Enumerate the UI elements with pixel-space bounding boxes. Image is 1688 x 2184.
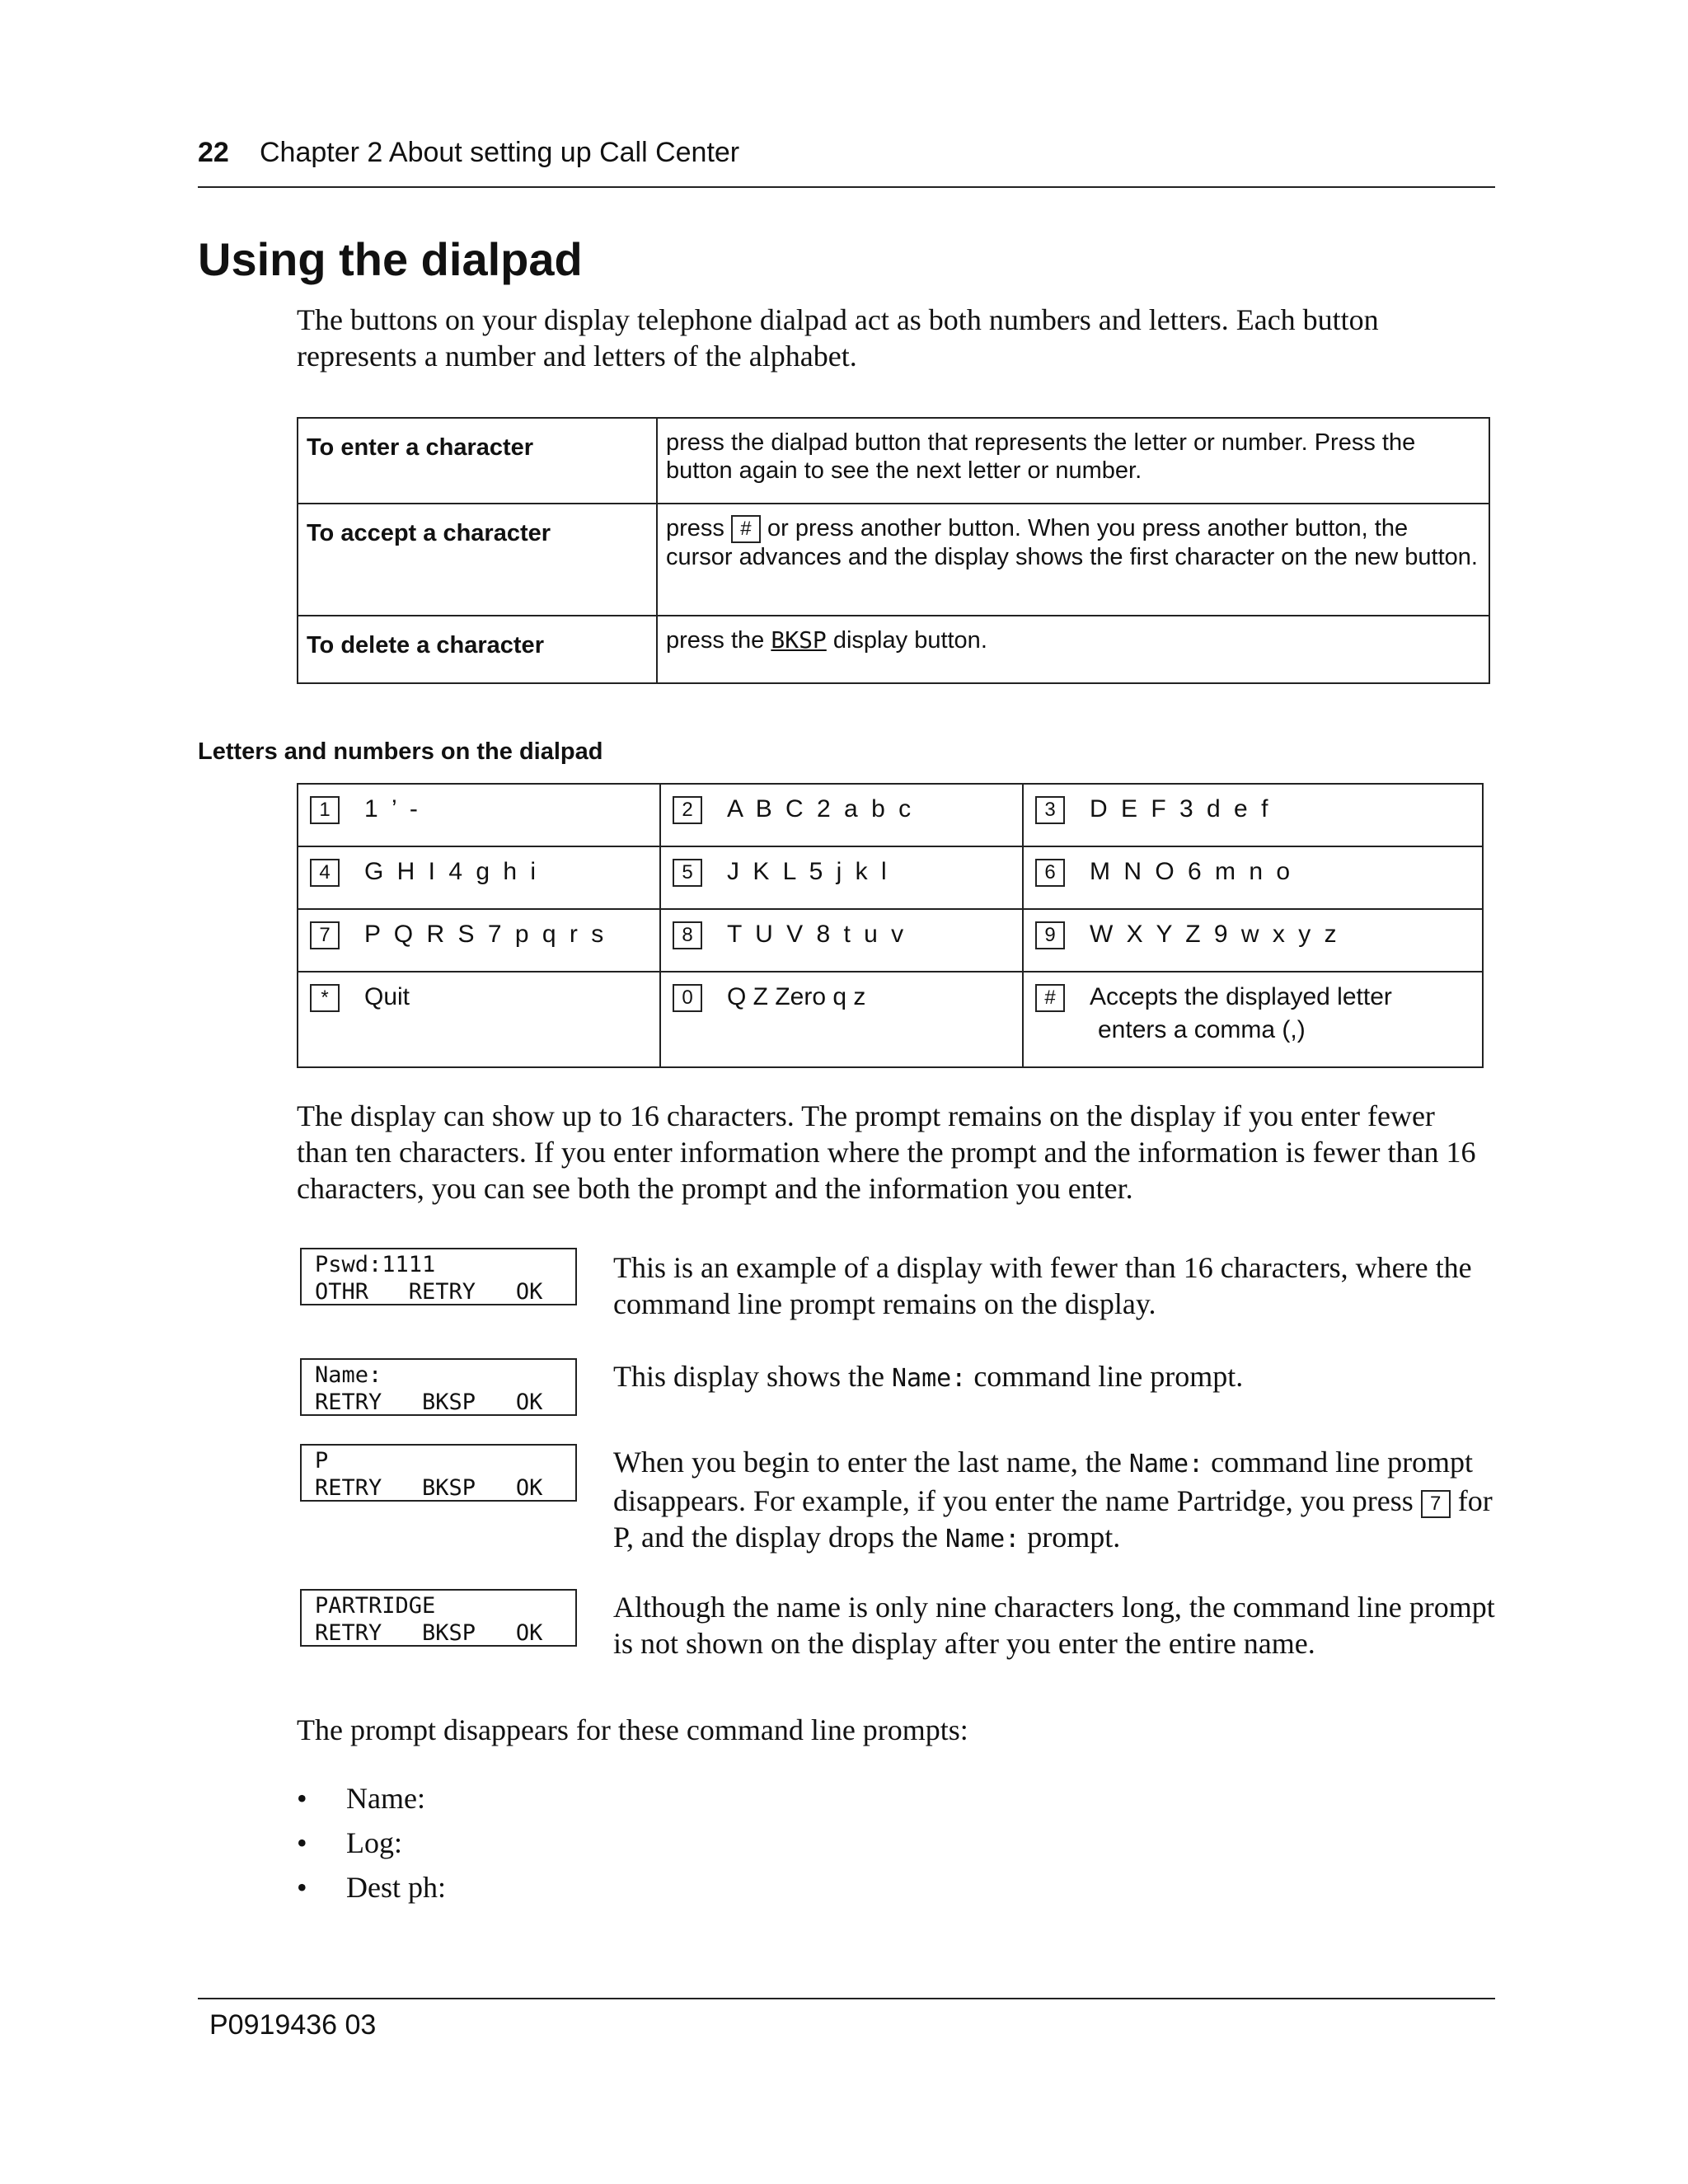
key-hash-icon: # [1035,984,1065,1012]
display-line-2: OTHR RETRY OK [315,1279,543,1305]
key-star-icon: * [310,984,340,1012]
example-description: Although the name is only nine characters long, the command line prompt is not shown on the display after you enter the entire name. [613,1591,1495,1660]
table-row [298,784,1483,846]
display-line-2: RETRY BKSP OK [315,1475,543,1501]
table-row [298,418,1489,504]
display-line-1: PARTRIDGE [315,1593,436,1619]
operation-description [657,504,1489,616]
example-description [613,1444,1495,1558]
key-letters: A B C 2 a b c [727,795,915,823]
key-7-icon: 7 [310,921,340,949]
key-6-icon: 6 [1035,859,1065,887]
dialpad-heading: Letters and numbers on the dialpad [198,738,603,765]
display-paragraph: The display can show up to 16 characters. The prompt remains on the display if you enter fewer than ten characters. If you enter information where the prompt and the information is fewer than 16 characters, you can see both the prompt and the information you enter. [297,1099,1476,1205]
dialpad-cell [298,909,660,972]
key-4-icon: 4 [310,859,340,887]
operation-label: To accept a character [298,504,657,616]
dialpad-cell [1023,846,1483,909]
display-line-2: RETRY BKSP OK [315,1620,543,1646]
name-prompt-code: Name: [892,1364,967,1393]
dialpad-cell [1023,972,1483,1067]
dialpad-cell [660,846,1023,909]
example-description [613,1358,1495,1397]
key-3-icon: 3 [1035,796,1065,824]
example-text: command line prompt disappears. For example, if you enter the name Partridge, you press [613,1446,1474,1517]
operation-prefix: press the [666,627,765,654]
example-description: This is an example of a display with fewer than 16 characters, where the command line prompt remains on the display. [613,1251,1472,1320]
key-0-icon: 0 [673,984,702,1012]
list-item: • Log: [297,1821,446,1865]
dialpad-cell [660,909,1023,972]
key-8-icon: 8 [673,921,702,949]
key-letters: M N O 6 m n o [1090,858,1294,885]
document-number: P0919436 03 [209,2009,377,2041]
page-header [198,137,1495,188]
example-text: This display shows the [613,1360,884,1393]
display-line-2: RETRY BKSP OK [315,1390,543,1415]
operation-prefix: press [666,515,724,541]
dialpad-cell [298,972,660,1067]
display-screen [300,1248,577,1305]
key-letters: 1 ’ - [364,795,421,823]
dialpad-cell [1023,909,1483,972]
character-operations-table [297,417,1490,684]
key-2-icon: 2 [673,796,702,824]
name-prompt-code: Name: [945,1525,1020,1554]
page-number: 22 [198,137,229,168]
dialpad-cell [1023,784,1483,846]
key-5-icon: 5 [673,859,702,887]
page-footer [198,1998,1495,2041]
table-row [298,972,1483,1067]
key-letters: G H I 4 g h i [364,858,540,885]
example-text: prompt. [1027,1521,1121,1554]
example-text: When you begin to enter the last name, the [613,1446,1122,1479]
hash-key-icon: # [731,515,761,543]
table-row [298,616,1489,683]
key-1-icon: 1 [310,796,340,824]
bksp-display-button: BKSP [771,626,827,654]
example-text: for P, and the display drops the [613,1484,1493,1554]
table-row [298,846,1483,909]
display-line-1: P [315,1448,329,1474]
table-row [298,504,1489,616]
display-screen [300,1358,577,1416]
key-letters: W X Y Z 9 w x y z [1090,921,1340,948]
key-letters: J K L 5 j k l [727,858,890,885]
chapter-title: Chapter 2 About setting up Call Center [260,137,740,168]
key-letters: P Q R S 7 p q r s [364,921,607,948]
operation-description: press the dialpad button that represents the letter or number. Press the button again to see the next letter or number. [657,418,1489,504]
key-letters: D E F 3 d e f [1090,795,1272,823]
operation-label: To delete a character [298,616,657,683]
prompts-paragraph: The prompt disappears for these command line prompts: [297,1713,968,1746]
dialpad-table [297,783,1484,1068]
operation-label: To enter a character [298,418,657,504]
key-letters-continued: enters a comma (,) [1098,1016,1306,1043]
list-item: • Dest ph: [297,1865,446,1910]
key-9-icon: 9 [1035,921,1065,949]
dialpad-cell [298,846,660,909]
list-item: • Name: [297,1776,446,1821]
key-letters: Q Z Zero q z [727,983,866,1010]
key-letters: Accepts the displayed letter [1090,983,1392,1010]
key-letters: T U V 8 t u v [727,921,907,948]
operation-description [657,616,1489,683]
dialpad-cell [298,784,660,846]
dialpad-cell [660,972,1023,1067]
display-line-1: Pswd:1111 [315,1252,436,1277]
operation-text: or press another button. When you press another button, the cursor advances and the display shows the first character on the new button. [666,515,1478,571]
display-screen [300,1589,577,1647]
table-row [298,909,1483,972]
display-screen [300,1444,577,1502]
dialpad-cell [660,784,1023,846]
intro-paragraph: The buttons on your display telephone dialpad act as both numbers and letters. Each button represents a number and letters of the alphabet. [297,303,1379,373]
prompt-list [297,1776,446,1910]
key-7-icon: 7 [1421,1490,1451,1518]
name-prompt-code: Name: [1128,1450,1204,1479]
example-text: command line prompt. [973,1360,1244,1393]
display-line-1: Name: [315,1362,382,1388]
key-letters: Quit [364,983,410,1010]
section-title: Using the dialpad [198,233,583,285]
operation-text: display button. [832,627,987,654]
